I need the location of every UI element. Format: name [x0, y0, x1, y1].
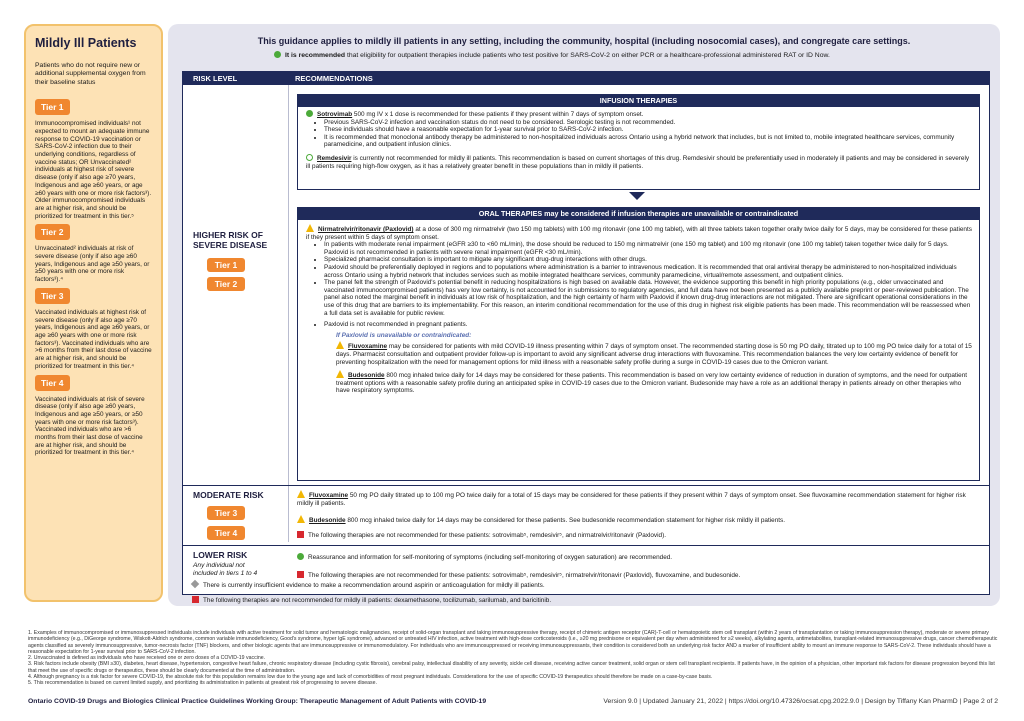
lower-reassurance-rec	[297, 553, 980, 562]
down-arrow-icon	[629, 192, 645, 200]
yellow-triangle-icon	[336, 341, 344, 349]
mildly-ill-panel	[24, 24, 163, 602]
yellow-triangle-icon	[306, 224, 314, 232]
footnote: 3. Risk factors include obesity (BMI ≥30), diabetes, heart disease, hypertension, congestive heart failure, chronic respiratory disease (including cystic fibrosis), cerebral palsy, intellectual disability of any severity, sickle cell disease, receiving active cancer treatment, solid organ or stem cell transplant recipients. If patients have, in the opinion of a physician, other important risk factors for disease progression beyond this list that meet the use of specific drugs or therapeutics, these should be clearly documented at the time of administration.	[28, 661, 995, 674]
recommendations-table	[182, 71, 990, 595]
grey-diamond-icon	[191, 580, 199, 588]
yellow-triangle-icon	[297, 515, 305, 523]
moderate-budesonide-rec	[297, 515, 980, 525]
fluvoxamine-link[interactable]: Fluvoxamine	[309, 492, 349, 499]
red-square-icon	[192, 596, 199, 603]
tier-badge: Tier 2	[207, 277, 245, 291]
insufficient-text: There is currently insufficient evidence to make a recommendation around aspirin or anticoagulation for mildly ill patients.	[203, 582, 545, 589]
tier-description: Unvaccinated² individuals at risk of severe disease (only if also age ≥60 years, Indigenous and age ≥50 years, or ≥50 years with one or more risk factors³).⁴	[35, 245, 150, 284]
moderate-budesonide-text: 800 mcg inhaled twice daily for 14 days may be considered for these patients. See budesonide recommendation statement for higher risk mildly ill patients.	[345, 517, 785, 524]
guidance-subtitle	[274, 51, 830, 59]
remdesivir-text: is currently not recommended for mildly ill patients. This recommendation is based on current shortages of this drug. Remdesivir should be preferentially used in moderately ill patients and may be considered in severely ill patients requiring high-flow oxygen, as it has a relatively greater benefit in these populations than in mildly ill patients.	[306, 154, 970, 170]
col-risk-level: RISK LEVEL	[193, 74, 238, 83]
subtitle-bold: It is recommended	[285, 52, 346, 59]
list-item: • The panel felt the strength of Paxlovid's potential benefit in reducing hospitalizations is high based on available data. However, the evidence supporting this benefit in high priority populations (e.g., older unvaccinated and vaccinated immunocompromised patients) has very low certainty, is not accounted for in submissions to regulatory agencies, and full data have not been presented as a publicly available preprint or peer-reviewed publication. The panel also noted the marginal benefit in individuals at low risk of hospitalization, and the high certainty of harm with Paxlovid if known drug-drug interactions are not mitigated. There are significant operational considerations in the use of this drug that are barriers to its implementability. For this reason, an interim conditional recommendation for the use of this drug in highest risk eligible patients has been made. This recommendation will be reassessed when a full data set is available for public review.	[324, 279, 973, 317]
list-item: • Previous SARS-CoV-2 infection and vaccination status do not need to be considered. Serologic testing is not recommended.	[324, 119, 973, 127]
budesonide-link[interactable]: Budesonide	[309, 517, 346, 524]
tier-block-4	[35, 371, 152, 458]
footer-credit: Ontario COVID-19 Drugs and Biologics Clinical Practice Guidelines Working Group: Therapeutic Management of Adult Patients with COVID-19	[28, 698, 487, 705]
tier-badge: Tier 4	[35, 375, 70, 391]
list-item: • Specialized pharmacist consultation is important to mitigate any significant drug-drug interactions with other drugs.	[324, 256, 973, 264]
sotrovimab-bullets	[324, 119, 973, 149]
col-recommendations: RECOMMENDATIONS	[295, 74, 373, 83]
list-item: • In patients with moderate renal impairment (eGFR ≥30 to <60 mL/min), the dose should be reduced to 150 mg nirmatrelvir (one 150 mg tablet) and 100 mg ritonavir (one 100 mg tablet) taken together twice daily for 5 days. Paxlovid is not recommended in patients with severe renal impairment (eGFR <30 mL/min).	[324, 241, 973, 256]
budesonide-rec	[298, 366, 979, 395]
paxlovid-bullets	[324, 241, 973, 329]
row-divider	[183, 485, 989, 486]
fluvoxamine-rec	[298, 339, 979, 366]
yellow-triangle-icon	[336, 370, 344, 378]
tier-description: Vaccinated individuals at risk of severe disease (only if also age ≥60 years, Indigenous and age ≥50 years, or ≥50 years with one or more risk factors³). Vaccinated individuals who are >6 months from their last dose of vaccine are at higher risk, and should be prioritized for treatment in this tier.⁴	[35, 395, 145, 457]
budesonide-link[interactable]: Budesonide	[348, 372, 385, 380]
oral-therapies-box	[297, 207, 980, 481]
if-unavailable-note: If Paxlovid is unavailable or contraindicated:	[336, 331, 472, 339]
green-circle-icon	[297, 553, 304, 560]
tier-block-3	[35, 284, 152, 371]
green-circle-icon	[274, 51, 281, 58]
higher-risk-line1: HIGHER RISK OF	[193, 230, 263, 240]
paxlovid-rec	[298, 220, 979, 329]
subtitle-rest: that eligibility for outpatient therapies include patients who test positive for SARS-CoV-2 on either PCR or a healthcare-professional administered RAT or ID Now.	[345, 52, 830, 59]
list-item: • Paxlovid should be preferentially deployed in regions and to populations where administration is a barrier to intravenous medication. It is recommended that oral antiviral therapy be administered to non-hospitalized individuals across Ontario using a hybrid network that includes services such as mobile integrated healthcare services, community paramedicine, virtual/remote assessment, and outpatient clinics.	[324, 264, 973, 279]
list-item: • It is recommended that monoclonal antibody therapy be administered to non-hospitalized individuals across Ontario using a hybrid network that includes, but is not limited to, mobile integrated healthcare services, community paramedicine, and outpatient infusion clinics.	[324, 134, 973, 149]
lower-not-recommended	[297, 571, 980, 580]
paxlovid-link[interactable]: Nirmatrelvir/ritonavir (Paxlovid)	[318, 226, 414, 233]
higher-risk-line2: SEVERE DISEASE	[193, 240, 268, 250]
not-recommended-all-note	[192, 596, 982, 605]
footnote: 5. This recommendation is based on current limited supply, and prioritizing its administration in patients at greatest risk of progressing to severe disease.	[28, 680, 377, 687]
sotrovimab-link[interactable]: Sotrovimab	[317, 111, 353, 118]
red-square-icon	[297, 531, 304, 538]
tier-block-1	[35, 95, 152, 220]
moderate-not-recommended	[297, 531, 980, 540]
sotrovimab-text: 500 mg IV x 1 dose is recommended for these patients if they present within 7 days of symptom onset.	[352, 111, 644, 118]
open-green-circle-icon	[306, 154, 313, 161]
footnote: 1. Examples of immunocompromised or immunosuppressed individuals include individuals with active treatment for solid tumor and hematologic malignancies, receipt of solid-organ transplant and taking immunosuppressive therapy, receipt of chimeric antigen receptor (CAR)-T-cell or hematopoietic stem cell transplant (within 2 years of transplantation or taking immunosuppression therapy), moderate or severe primary immunodeficiency (e.g., DiGeorge syndrome, Wiskott-Aldrich syndrome, common variable immunodeficiency, Good's syndrome, hyper IgE syndrome), advanced or untreated HIV infection, active treatment with high-dose corticosteroids (i.e., ≥20 mg prednisone or equivalent per day when administered for ≥2 weeks), alkylating agents, antimetabolites, transplant-related immunosuppressive drugs, cancer chemotherapeutic agents classified as severely immunosuppressive, tumor-necrosis factor (TNF) blockers, and other biologic agents that are immunosuppressive or immunomodulatory. For individuals who are immunosuppressed or receiving immunosuppressants, their condition is considered both an underlying risk factor AND a marker of insufficient ability to mount an immune response to SARS-CoV-2. These individuals should have a reasonable expectation for 1-year survival prior to SARS-CoV-2 infection.	[28, 630, 998, 655]
green-circle-icon	[306, 110, 313, 117]
panel-intro: Patients who do not require new or additional supplemental oxygen from their baseline status	[35, 62, 146, 86]
lower-reassurance-text: Reassurance and information for self-monitoring of symptoms (including self-monitoring of oxygen saturation) are recommended.	[308, 554, 673, 561]
fluvoxamine-text: may be considered for patients with mild COVID-19 illness presenting within 7 days of symptom onset. The recommended starting dose is 50 mg PO daily, titrated up to 100 mg PO twice daily for a total of 15 days. Pharmacist consultation and outpatient provider follow-up is important to avoid any significant adverse drug interactions with fluvoxamine. This recommendation balances the very low certainty evidence of benefit for preventing hospitalization with the need for management options for mild illness with a reasonable safety profile during a surge in COVID-19 cases due to the Omicron variant.	[336, 343, 972, 366]
yellow-triangle-icon	[297, 490, 305, 498]
infusion-header: INFUSION THERAPIES	[298, 95, 979, 107]
panel-title: Mildly Ill Patients	[35, 36, 137, 50]
not-recommended-all-text: The following therapies are not recommended for mildly ill patients: dexamethasone, tocilizumab, sarilumab, and baricitinib.	[203, 597, 552, 604]
tier-badge: Tier 3	[35, 288, 70, 304]
list-item: • Paxlovid is not recommended in pregnant patients.	[324, 321, 973, 329]
oral-header: ORAL THERAPIES may be considered if infusion therapies are unavailable or contraindicated	[298, 208, 979, 220]
tier-badge: Tier 4	[207, 526, 245, 540]
remdesivir-link[interactable]: Remdesivir	[317, 154, 352, 162]
infusion-therapies-box	[297, 94, 980, 190]
footnotes	[28, 630, 998, 687]
lower-risk-label: LOWER RISK	[193, 550, 248, 560]
list-item: • These individuals should have a reasonable expectation for 1-year survival prior to SARS-CoV-2 infection.	[324, 126, 973, 134]
column-divider	[288, 85, 289, 542]
fluvoxamine-link[interactable]: Fluvoxamine	[348, 343, 388, 351]
moderate-fluvoxamine-text: 50 mg PO daily titrated up to 100 mg PO twice daily for a total of 15 days may be considered for these patients if they present within 7 days of symptom onset. See fluvoxamine recommendation statement for higher risk mildly ill patients.	[297, 492, 966, 507]
tier-description: Immunocompromised individuals¹ not expected to mount an adequate immune response to COVID-19 vaccination or SARS-CoV-2 infection due to their underlying conditions, regardless of vaccine status; OR Unvaccinated² individuals at highest risk of severe disease (only if also age ≥70 years, Indigenous and age ≥60 years, or age ≥60 years with one or more risk factors³). Older immunocompromised individuals are at higher risk, and should be prioritized for treatment in this tier.⁵	[35, 120, 152, 220]
red-square-icon	[297, 571, 304, 578]
tier-badge: Tier 2	[35, 224, 70, 240]
guidance-title: This guidance applies to mildly ill patients in any setting, including the community, hospital (including nosocomial cases), and congregate care settings.	[257, 36, 911, 46]
tier-badge: Tier 3	[207, 506, 245, 520]
higher-risk-label	[193, 230, 267, 250]
footnote: 4. Although pregnancy is a risk factor for severe COVID-19, the absolute risk for this population remains low due to the young age and lack of comorbidities of most pregnant individuals. Considerations for the use of specific COVID-19 therapeutics should therefore be made on a case-by-case basis.	[28, 674, 713, 681]
tier-description: Vaccinated individuals at highest risk of severe disease (only if also age ≥70 years, Indigenous and age ≥60 years, or age ≥60 years with one or more risk factors³). Vaccinated individuals who are >6 months from their last dose of vaccine are at higher risk, and should be prioritized for treatment in this tier.⁴	[35, 308, 152, 370]
budesonide-text: 800 mcg inhaled twice daily for 14 days may be considered for these patients. This recommendation is based on very low certainty evidence of reduction in duration of symptoms, and the need for outpatient treatment options with a reasonable safety profile during an anticipated spike in COVID-19 cases due to the Omicron variant. Budesonide may have a role as an additional therapy in patients already on other therapies who have respiratory symptoms.	[336, 372, 968, 395]
moderate-risk-label: MODERATE RISK	[193, 490, 264, 500]
remdesivir-rec	[298, 149, 979, 170]
moderate-fluvoxamine-rec	[297, 490, 980, 507]
row-divider	[183, 545, 989, 546]
guidance-panel	[168, 24, 1000, 606]
paxlovid-text: at a dose of 300 mg nirmatrelvir (two 150 mg tablets) with 100 mg ritonavir (one 100 mg tablet), with all three tablets taken together orally twice daily for 5 days, may be considered for these patients if they present within 5 days of symptom onset.	[306, 226, 972, 241]
lower-risk-sub2: included in tiers 1 to 4	[193, 570, 258, 577]
tier-badge: Tier 1	[207, 258, 245, 272]
tier-block-2	[35, 220, 152, 284]
footer-version: Version 9.0 | Updated January 21, 2022 | https://doi.org/10.47326/ocsat.cpg.2022.9.0 | Design by Tiffany Kan PharmD | Page 2 of 2	[603, 698, 998, 705]
tier-badge: Tier 1	[35, 99, 70, 115]
insufficient-evidence-note	[192, 581, 982, 590]
table-header	[183, 72, 989, 85]
moderate-not-recommended-text: The following therapies are not recommended for these patients: sotrovimab⁵, remdesivir⁵, and nirmatrelvir/ritonavir (Paxlovid).	[308, 532, 667, 539]
footnote: 2. Unvaccinated is defined as individuals who have received one or zero doses of a COVID-19 vaccine.	[28, 655, 266, 662]
lower-risk-sub	[193, 562, 257, 578]
lower-risk-sub1: Any individual not	[193, 562, 245, 569]
sotrovimab-rec	[298, 107, 979, 149]
lower-not-recommended-text: The following therapies are not recommended for these patients: sotrovimab⁵, remdesivir⁵, nirmatrelvir/ritonavir (Paxlovid), fluvoxamine, and budesonide.	[308, 572, 741, 579]
footer	[28, 698, 998, 705]
